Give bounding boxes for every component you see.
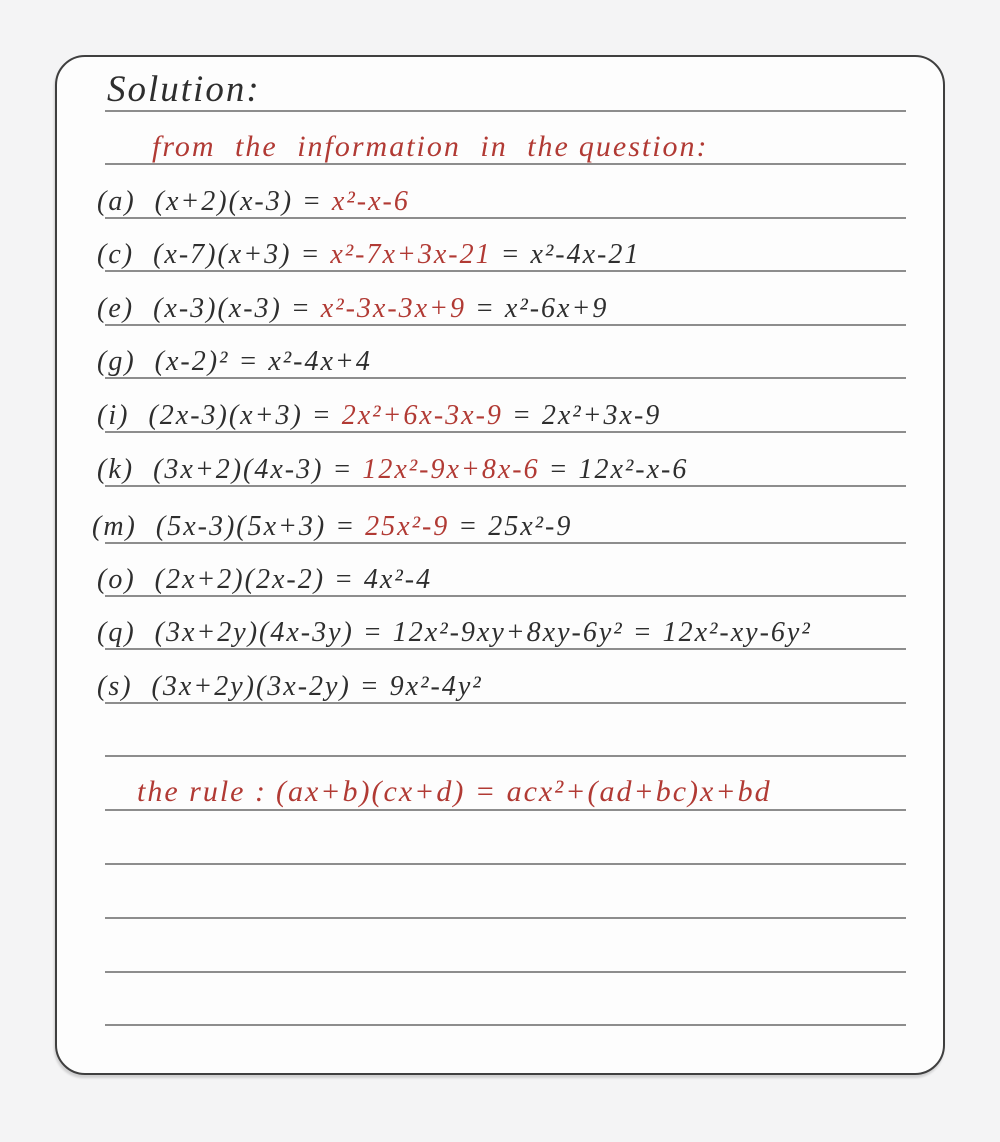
- subtitle: [152, 118, 709, 162]
- equation-expansion: 2x²+6x-3x-9: [341, 400, 503, 431]
- ruled-line: [105, 648, 906, 650]
- equation-row-e: [97, 279, 608, 323]
- ruled-line: [105, 485, 906, 487]
- equation-expansion: 9x²-4y²: [389, 671, 483, 702]
- equation-row-g: [97, 332, 381, 376]
- subtitle-tail: question:: [578, 130, 709, 163]
- equation-label: (k): [97, 454, 135, 485]
- notebook-page: [55, 55, 945, 1075]
- ruled-line: [105, 595, 906, 597]
- equation-expansion: 12x²-9xy+8xy-6y²: [392, 617, 624, 648]
- equation-expansion: x²-3x-3x+9: [320, 293, 467, 324]
- rule-label: the rule :: [137, 775, 267, 808]
- subtitle-lead: from the information in the: [152, 130, 570, 163]
- ruled-line: [105, 377, 906, 379]
- equation-label: (i): [97, 400, 130, 431]
- equation-label: (c): [97, 239, 135, 270]
- page-title: [107, 60, 261, 108]
- equation-expansion: 25x²-9: [365, 511, 450, 542]
- equation-lhs: (x-2)² =: [154, 346, 260, 377]
- equation-result: = x²-6x+9: [475, 293, 609, 324]
- ruled-line: [105, 1024, 906, 1026]
- ruled-line: [105, 542, 906, 544]
- ruled-line: [105, 110, 906, 112]
- equation-lhs: (x+2)(x-3) =: [154, 186, 323, 217]
- ruled-line: [105, 863, 906, 865]
- ruled-line: [105, 217, 906, 219]
- equation-row-c: [97, 225, 640, 269]
- equation-result: = x²-4x-21: [500, 239, 641, 270]
- equation-lhs: (x-3)(x-3) =: [153, 293, 312, 324]
- equation-row-m: [92, 497, 572, 541]
- equation-label: (o): [97, 564, 136, 595]
- equation-lhs: (3x+2)(4x-3) =: [153, 454, 354, 485]
- equation-lhs: (2x-3)(x+3) =: [148, 400, 333, 431]
- equation-expansion: x²-4x+4: [268, 346, 372, 377]
- equation-row-q: [97, 603, 812, 647]
- equation-result: = 12x²-x-6: [548, 454, 689, 485]
- equation-lhs: (5x-3)(5x+3) =: [155, 511, 357, 542]
- ruled-line: [105, 755, 906, 757]
- equation-label: (a): [97, 186, 136, 217]
- equation-expansion: 4x²-4: [363, 564, 433, 595]
- equation-label: (e): [97, 293, 135, 324]
- ruled-line: [105, 917, 906, 919]
- equation-row-s: [97, 657, 492, 701]
- equation-row-a: [97, 172, 419, 216]
- equation-result: = 2x²+3x-9: [511, 400, 662, 431]
- equation-label: (m): [92, 511, 137, 542]
- equation-row-o: [97, 550, 441, 594]
- equation-lhs: (x-7)(x+3) =: [153, 239, 322, 270]
- ruled-line: [105, 431, 906, 433]
- equation-result: = 25x²-9: [458, 511, 573, 542]
- equation-result: = 12x²-xy-6y²: [632, 617, 812, 648]
- equation-row-k: [97, 440, 688, 484]
- ruled-line: [105, 971, 906, 973]
- equation-lhs: (2x+2)(2x-2) =: [154, 564, 355, 595]
- equation-label: (q): [97, 617, 136, 648]
- equation-row-i: [97, 386, 661, 430]
- ruled-line: [105, 324, 906, 326]
- equation-expansion: x²-7x+3x-21: [330, 239, 492, 270]
- ruled-line: [105, 809, 906, 811]
- equation-expansion: 12x²-9x+8x-6: [362, 454, 540, 485]
- equation-lhs: (3x+2y)(4x-3y) =: [154, 617, 384, 648]
- solution-heading: Solution:: [107, 69, 261, 110]
- equation-label: (s): [97, 671, 133, 702]
- equation-lhs: (3x+2y)(3x-2y) =: [151, 671, 381, 702]
- rule-row: [137, 763, 772, 807]
- equation-label: (g): [97, 346, 136, 377]
- ruled-line: [105, 270, 906, 272]
- ruled-line: [105, 702, 906, 704]
- ruled-line: [105, 163, 906, 165]
- equation-expansion: x²-x-6: [331, 186, 410, 217]
- rule-formula: (ax+b)(cx+d) = acx²+(ad+bc)x+bd: [275, 775, 772, 808]
